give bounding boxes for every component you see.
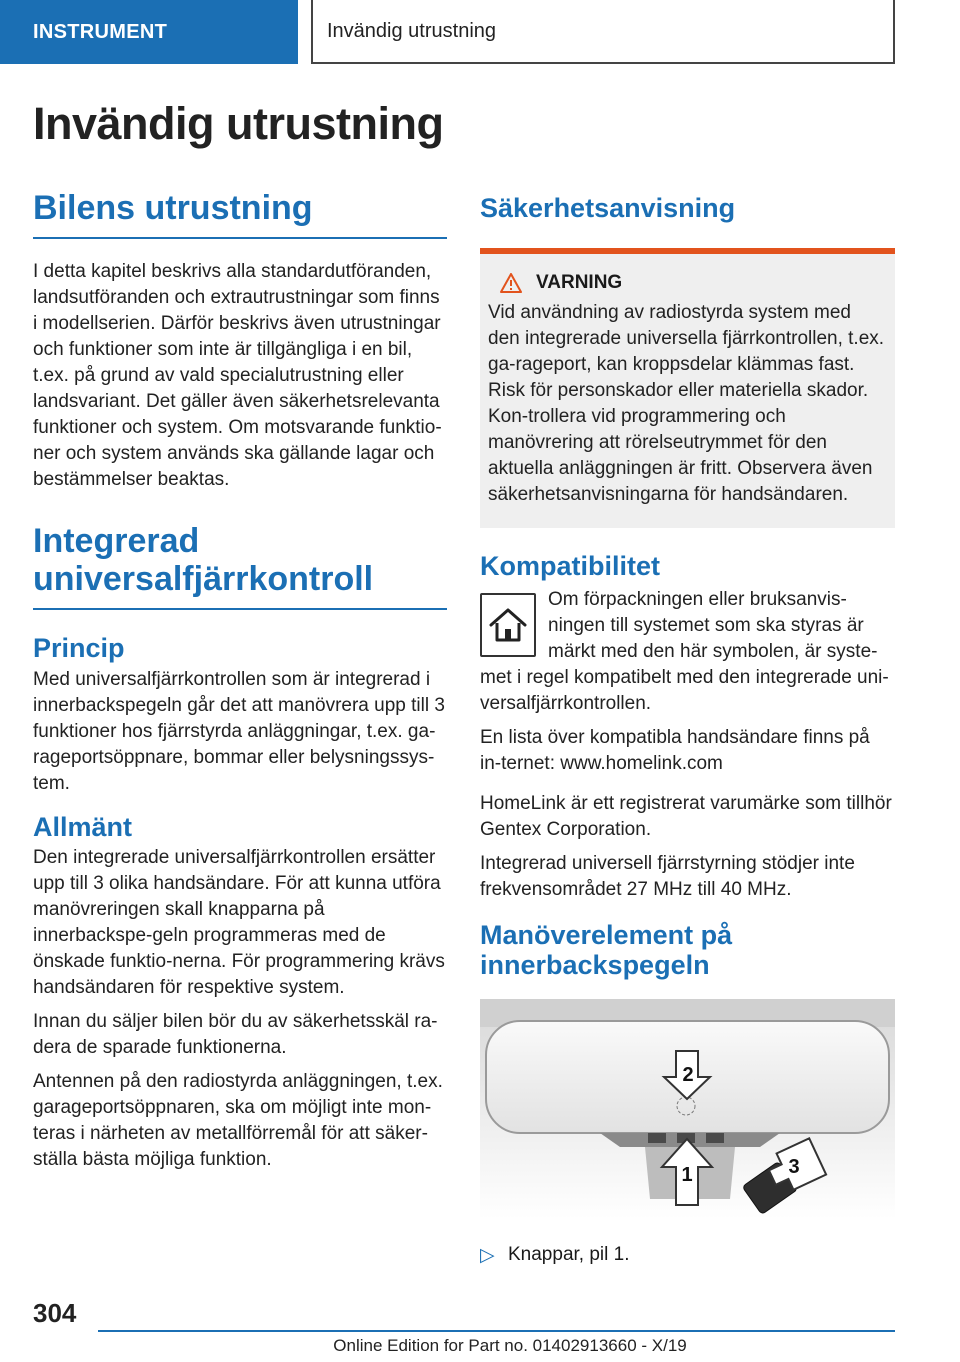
warning-text: Vid användning av radiostyrda system med den integrerade universella fjärrkontrollen, t.ex. ga-rageport, kan kroppsdelar klämmas fast. Risk för personskador eller materiella skador. Kon-trollera vid programmering och manövrering att rörelseutrymmet för den aktuella anläggningen är fritt. Observera även säkerhetsanvisningarna för handsändaren.	[488, 301, 885, 505]
heading-sakerhetsanvisning: Säkerhetsanvisning	[480, 193, 736, 223]
mirror-figure	[480, 999, 895, 1219]
warning-triangle-icon	[500, 273, 522, 293]
paragraph-kompat-rest: met i regel kompatibelt med den integrerade uni-versalfjärrkontrollen.	[480, 667, 889, 715]
heading-manoverelement: Manöverelement på innerbackspegeln	[480, 920, 733, 981]
compat-row	[480, 587, 895, 665]
section-tab: INSTRUMENT	[0, 0, 298, 64]
paragraph-kompat-icon: Om förpackningen eller bruksanvis-ningen till systemet som ska styras är märkt med den här symbolen, är syste-	[548, 589, 878, 663]
heading-princip: Princip	[33, 633, 125, 664]
footer-rule	[98, 1330, 895, 1332]
heading-allmant: Allmänt	[33, 811, 133, 842]
paragraph-kompat-2: En lista över kompatibla handsändare finns på in-ternet: www.homelink.com	[480, 727, 870, 775]
paragraph-allmant-1: Den integrerade universalfjärrkontrollen ersätter upp till 3 olika handsändare. För att kunna utföra manövreringen skall knapparna på innerbackspe-geln programmeras med de önskade funktio-nerna. För programmering krävs handsändaren för respektive system.	[33, 846, 445, 998]
paragraph-bilens: I detta kapitel beskrivs alla standardutföranden, landsutföranden och extrautrustningar som finns i modellserien. Därför beskrivs även utrustningar och funktioner som inte är tillgängliga i en bil, t.ex. på grund av vald specialutrustning eller landsvariant. Det gäller även säkerhetsrelevanta funktioner och system. Om motsvarande funktio-ner och system används ska gällande lagar och bestämmelser beaktas.	[33, 261, 442, 491]
bullet-triangle-icon: ▷	[480, 1244, 495, 1266]
heading-bilens-utrustning: Bilens utrustning	[33, 190, 447, 239]
paragraph-kompat-3: HomeLink är ett registrerat varumärke som tillhör Gentex Corporation.	[480, 793, 892, 841]
paragraph-princip: Med universalfjärrkontrollen som är integrerad i innerbackspegeln går det att manövrera upp till 3 funktioner hos fjärrstyrda anläggningar, t.ex. ga-rageportsöppnare, bommar eller belysningssys-tem.	[33, 668, 445, 794]
homelink-house-icon	[480, 593, 536, 657]
bullet-text: Knappar, pil 1.	[508, 1243, 630, 1265]
figure-label-3: 3	[788, 1155, 800, 1178]
page-number: 304	[33, 1298, 77, 1328]
warning-label: VARNING	[536, 271, 623, 293]
bullet-item	[480, 1244, 895, 1267]
paragraph-allmant-3: Antennen på den radiostyrda anläggningen, t.ex. garageportsöppnaren, ska om möjligt inte mon-teras i närheten av metallförremål för att säker-ställa bästa möjliga funktion.	[33, 1070, 443, 1170]
running-header: Invändig utrustning	[311, 0, 895, 64]
paragraph-allmant-2: Innan du säljer bilen bör du av säkerhetsskäl ra-dera de sparade funktionerna.	[33, 1010, 438, 1058]
heading-kompatibilitet: Kompatibilitet	[480, 550, 660, 581]
footer-edition: Online Edition for Part no. 01402913660 - X/19	[333, 1336, 687, 1355]
warning-box	[480, 254, 895, 528]
page-title: Invändig utrustning	[33, 98, 444, 149]
figure-label-2: 2	[682, 1063, 694, 1086]
figure-label-1: 1	[681, 1163, 693, 1186]
heading-integrerad: Integrerad universalfjärrkontroll	[33, 523, 447, 610]
paragraph-kompat-4: Integrerad universell fjärrstyrning stödjer inte frekvensområdet 27 MHz till 40 MHz.	[480, 853, 855, 901]
warning-header	[488, 272, 887, 294]
right-column	[480, 190, 895, 1267]
left-column	[33, 190, 447, 1173]
